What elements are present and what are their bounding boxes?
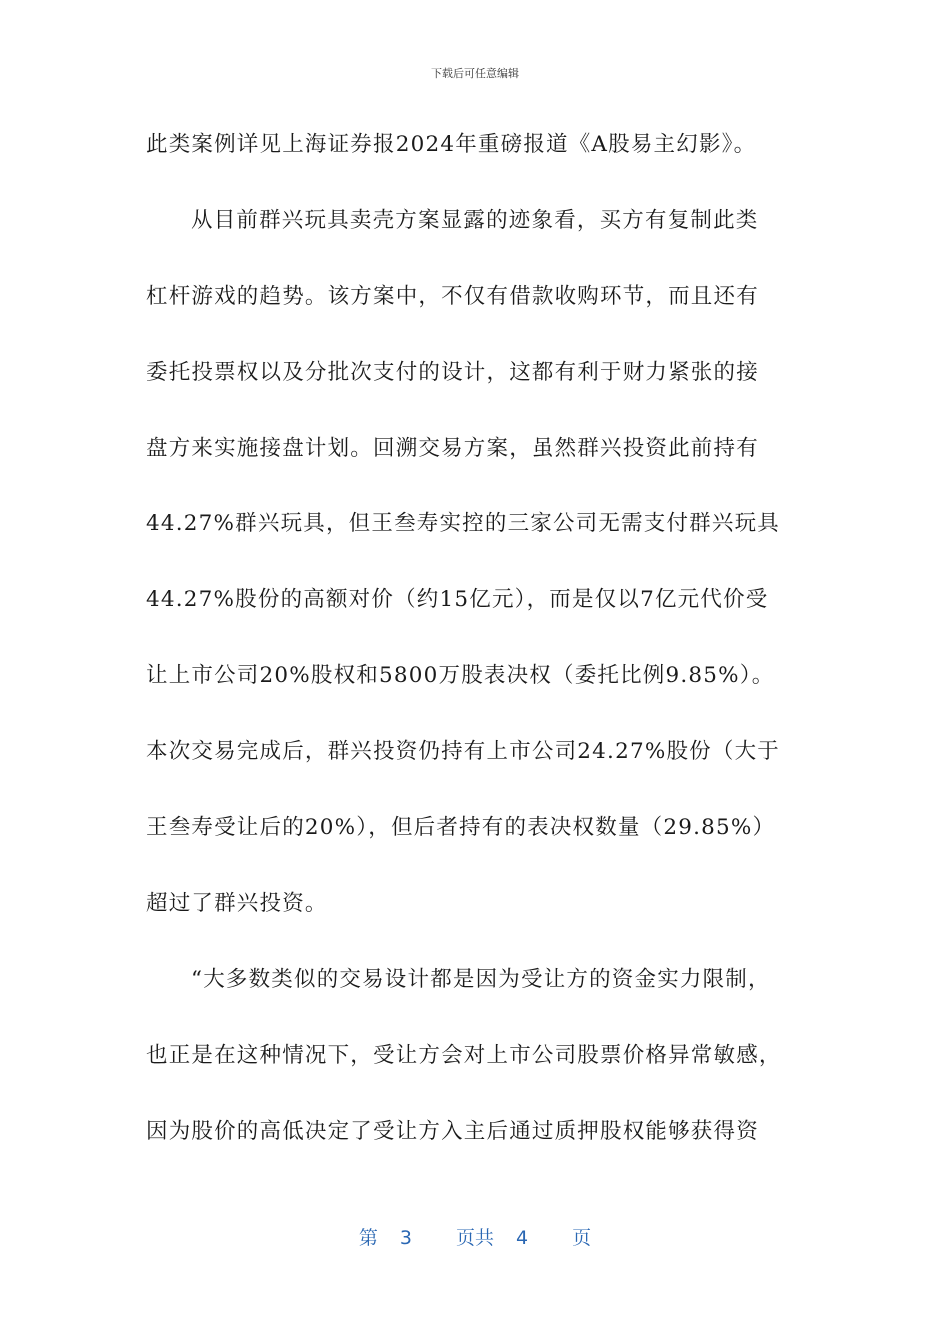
page-suffix: 页 <box>572 1227 592 1249</box>
text-line: 也正是在这种情况下，受让方会对上市公司股票价格异常敏感， <box>146 1042 782 1068</box>
page-prefix: 第 <box>358 1227 378 1249</box>
text-line: 让上市公司20%股权和5800万股表决权（委托比例9.85%）。 <box>146 663 775 689</box>
page-middle-text: 页共 <box>455 1227 494 1249</box>
text-line: 因为股价的高低决定了受让方入主后通过质押股权能够获得资 <box>146 1118 759 1144</box>
text-line: 杠杆游戏的趋势。该方案中，不仅有借款收购环节，而且还有 <box>146 283 759 309</box>
total-page-number: 4 <box>516 1227 529 1249</box>
page-number-footer <box>0 1225 950 1251</box>
text-line: 超过了群兴投资。 <box>146 890 328 916</box>
text-line: 委托投票权以及分批次支付的设计，这都有利于财力紧张的接 <box>146 359 759 385</box>
paragraph-start-line: “大多数类似的交易设计都是因为受让方的资金实力限制， <box>191 966 771 992</box>
text-line: 44.27%群兴玩具，但王叁寿实控的三家公司无需支付群兴玩具 <box>146 511 780 537</box>
page-header-note: 下载后可任意编辑 <box>431 67 519 80</box>
current-page-number: 3 <box>399 1227 412 1249</box>
paragraph-start-line: 从目前群兴玩具卖壳方案显露的迹象看，买方有复制此类 <box>191 207 759 233</box>
text-line: 此类案例详见上海证券报2024年重磅报道《A股易主幻影》。 <box>146 132 757 157</box>
text-line: 盘方来实施接盘计划。回溯交易方案，虽然群兴投资此前持有 <box>146 435 759 461</box>
text-line: 王叁寿受让后的20%），但后者持有的表决权数量（29.85%） <box>146 815 776 841</box>
text-line: 本次交易完成后，群兴投资仍持有上市公司24.27%股份（大于 <box>146 739 780 765</box>
document-body <box>146 124 796 1186</box>
text-line: 44.27%股份的高额对价（约15亿元），而是仅以7亿元代价受 <box>146 587 769 613</box>
